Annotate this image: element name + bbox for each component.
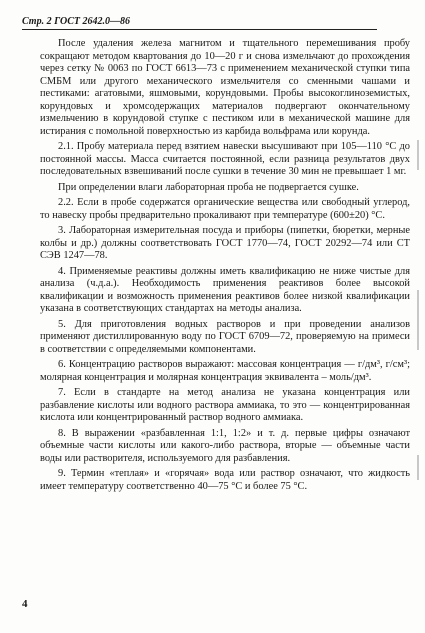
- paragraph-9: 9. Термин «теплая» и «горячая» вода или раствор означают, что жидкость имеет температуру соответственно 40—75 °С и более 75 °С.: [40, 468, 410, 492]
- paragraph-8: 8. В выражении «разбавленная 1:1, 1:2» и т. д. первые цифры означают объемные части кислоты или какого-либо раствора, вторые — объемные части воды или растворителя, используемого для разбавления.: [40, 427, 410, 464]
- page-number: 4: [22, 598, 28, 610]
- paragraph-moisture-note: При определении влаги лабораторная проба не подвергается сушке.: [58, 181, 359, 193]
- paragraph-3: 3. Лабораторная измерительная посуда и приборы (пипетки, бюретки, мерные колбы и др.) должны соответствовать ГОСТ 1770—74, ГОСТ 20292—74 или СТ СЭВ 1247—78.: [40, 225, 410, 261]
- paragraph-6: 6. Концентрацию растворов выражают: массовая концентрация — г/дм³, г/см³; молярная концентрация и молярная концентрация эквивалента – моль/дм³.: [40, 359, 410, 383]
- paragraph-4: 4. Применяемые реактивы должны иметь квалификацию не ниже чистые для анализа (ч.д.а.). Необходимость применения реактивов более высокой квалификации и возможность применения реактивов более низкой квалификации указана в соответствующих стандартах на методы анализа.: [40, 265, 410, 314]
- paragraph-7: 7. Если в стандарте на метод анализа не указана концентрация или разбавление кислоты или водного раствора аммиака, то это — концентрированная кислота или концентрированный раствор водного аммиака.: [40, 387, 410, 423]
- scan-margin-mark: [417, 140, 419, 170]
- paragraph-2-2: 2.2. Если в пробе содержатся органические вещества или свободный углерод, то навеску пробы предварительно прокаливают при температуре (600±20) °С.: [40, 197, 410, 221]
- document-body: [40, 38, 410, 496]
- paragraph-5: 5. Для приготовления водных растворов и при проведении анализов применяют дистиллированную воду по ГОСТ 6709—72, проверяемую на примеси в соответствии с определяемыми компонентами.: [40, 318, 410, 355]
- paragraph-sample-preparation: После удаления железа магнитом и тщательного перемешивания пробу сокращают методом квартования до 10—20 г и снова измельчают до прохождения через сетку № 0063 по ГОСТ 6613—73 с применением механической ступки типа СМБМ или другого механического измельчителя со сменными чашами и пестиками: агатовыми, яшмовыми, корундовыми. Пробы высокоглиноземистых, корундовых и хромсодержащих материалов подвергают окончательному измельчению в корундовой ступке с пестиком или в механической машине для истирания с помольной поверхностью из карбида вольфрама или корунда.: [40, 38, 410, 137]
- paragraph-2-1: 2.1. Пробу материала перед взятием навески высушивают при 105—110 °С до постоянной массы. Масса считается постоянной, если разница результатов двух последовательных взвешиваний после сушки в течение 30 мин не превышает 1 мг.: [40, 141, 410, 177]
- scan-margin-mark: [417, 290, 419, 350]
- scan-margin-mark: [417, 455, 419, 480]
- page-header: Стр. 2 ГОСТ 2642.0—86: [22, 16, 377, 30]
